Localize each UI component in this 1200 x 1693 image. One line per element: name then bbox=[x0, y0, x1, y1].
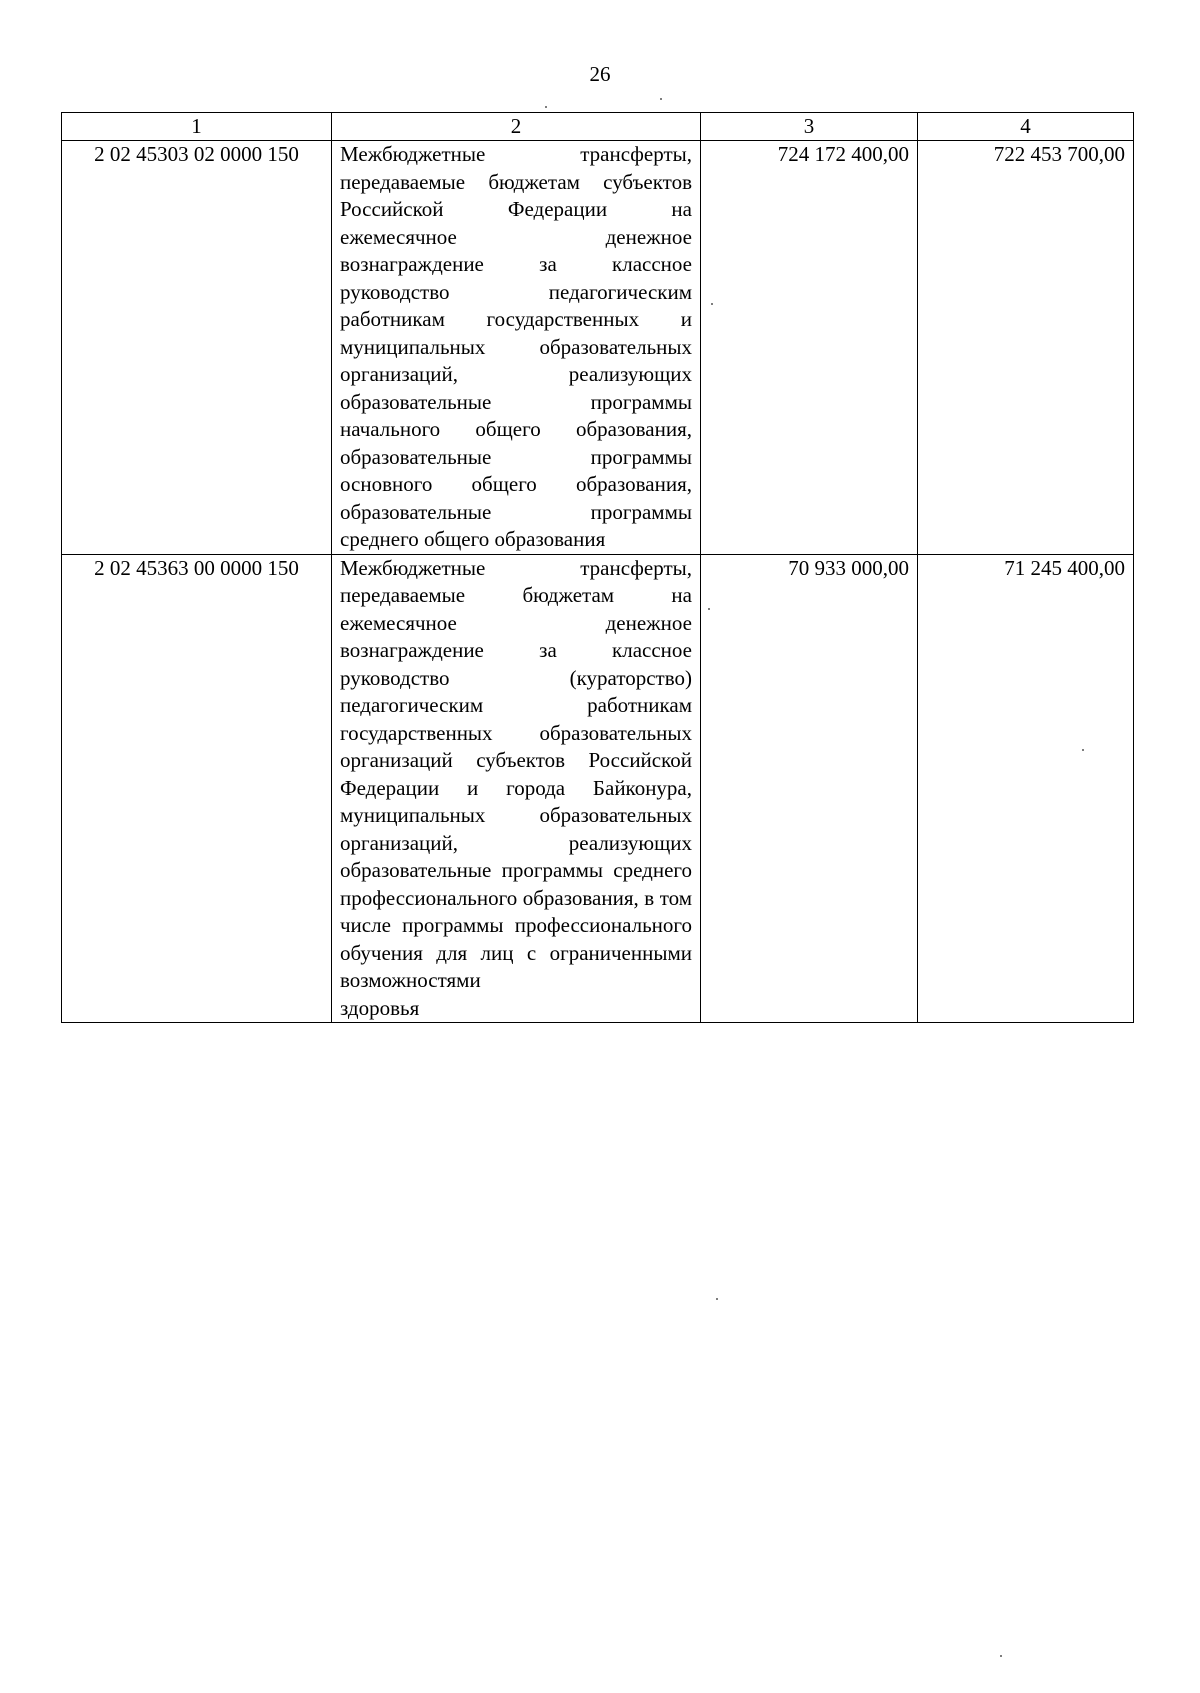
budget-code: 2 02 45363 00 0000 150 bbox=[62, 554, 332, 1023]
transfer-description bbox=[332, 141, 701, 555]
amount-column-4: 71 245 400,00 bbox=[918, 554, 1134, 1023]
column-header-3: 3 bbox=[701, 113, 918, 141]
column-header-4: 4 bbox=[918, 113, 1134, 141]
description-last-line: среднего общего образования bbox=[340, 527, 606, 551]
table-row bbox=[62, 141, 1134, 555]
scan-speck bbox=[711, 303, 713, 305]
table-header bbox=[62, 113, 1134, 141]
budget-code: 2 02 45303 02 0000 150 bbox=[62, 141, 332, 555]
scan-speck bbox=[660, 98, 662, 100]
description-text: Межбюджетные трансферты, передаваемые бюджетам на ежемесячное денежное вознаграждение за классное руководство (кураторство) педагогическим работникам государственных образовательных организаций субъектов Российской Федерации и города Байконура, муниципальных образовательных организаций, реализующих образовательные программы среднего профессионального образования, в том числе программы профессионального обучения для лиц с ограниченными возможностями bbox=[340, 555, 692, 992]
table-body bbox=[62, 141, 1134, 1023]
scan-speck bbox=[716, 1298, 718, 1300]
page-number: 26 bbox=[589, 62, 611, 86]
amount-column-3: 724 172 400,00 bbox=[701, 141, 918, 555]
scan-speck bbox=[1000, 1655, 1002, 1657]
amount-column-3: 70 933 000,00 bbox=[701, 554, 918, 1023]
column-header-2: 2 bbox=[332, 113, 701, 141]
scan-speck bbox=[1082, 749, 1084, 751]
column-header-1: 1 bbox=[62, 113, 332, 141]
amount-column-4: 722 453 700,00 bbox=[918, 141, 1134, 555]
header-row bbox=[62, 113, 1134, 141]
description-last-line: здоровья bbox=[340, 995, 420, 1020]
scan-speck bbox=[708, 608, 710, 610]
transfer-description bbox=[332, 554, 701, 1023]
table-row bbox=[62, 554, 1134, 1023]
budget-table bbox=[61, 112, 1134, 1023]
description-text: Межбюджетные трансферты, передаваемые бюджетам субъектов Российской Федерации на ежемесячное денежное вознаграждение за классное руководство педагогическим работникам государственных и муниципальных образовательных организаций, реализующих образовательные программы начального общего образования, образовательные программы основного общего образования, образовательные программы bbox=[340, 142, 692, 524]
scan-speck bbox=[545, 106, 547, 108]
